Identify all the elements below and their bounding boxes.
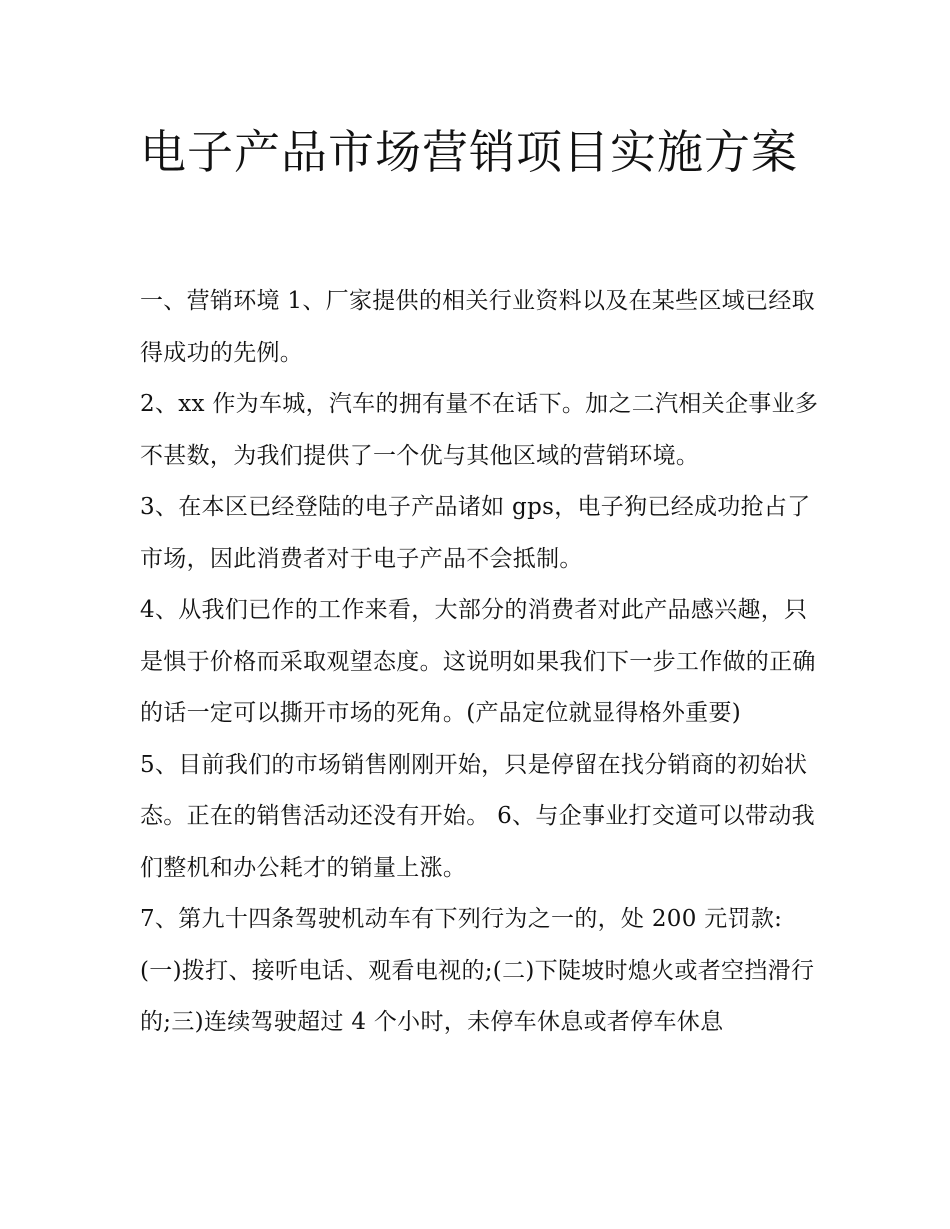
document-title: 电子产品市场营销项目实施方案 — [140, 125, 798, 179]
paragraph-traffic-rules: 7、第九十四条驾驶机动车有下列行为之一的，处 200 元罚款:(一)拨打、接听电话、观看电视的;(二)下陡坡时熄火或者空挡滑行的;三)连续驾驶超过 4 个小时，未停车休息或者停车休息 — [140, 906, 815, 1035]
paragraph-consumer-interest: 4、从我们已作的工作来看，大部分的消费者对此产品感兴趣，只是惧于价格而采取观望态度。这说明如果我们下一步工作做的正确的话一定可以撕开市场的死角。(产品定位就显得格外重要) — [140, 597, 816, 726]
paragraph-electronics-market: 3、在本区已经登陆的电子产品诸如 gps，电子狗已经成功抢占了市场，因此消费者对于电子产品不会抵制。 — [140, 494, 811, 572]
document-body — [140, 276, 820, 1049]
paragraph-sales-status: 5、目前我们的市场销售刚刚开始，只是停留在找分销商的初始状态。正在的销售活动还没有开始。 6、与企事业打交道可以带动我们整机和办公耗才的销量上涨。 — [140, 751, 815, 881]
paragraph-car-city: 2、xx 作为车城，汽车的拥有量不在话下。加之二汽相关企事业多不甚数，为我们提供了一个优与其他区域的营销环境。 — [140, 391, 819, 469]
paragraph-marketing-environment: 一、营销环境 1、厂家提供的相关行业资料以及在某些区域已经取得成功的先例。 — [140, 288, 815, 366]
